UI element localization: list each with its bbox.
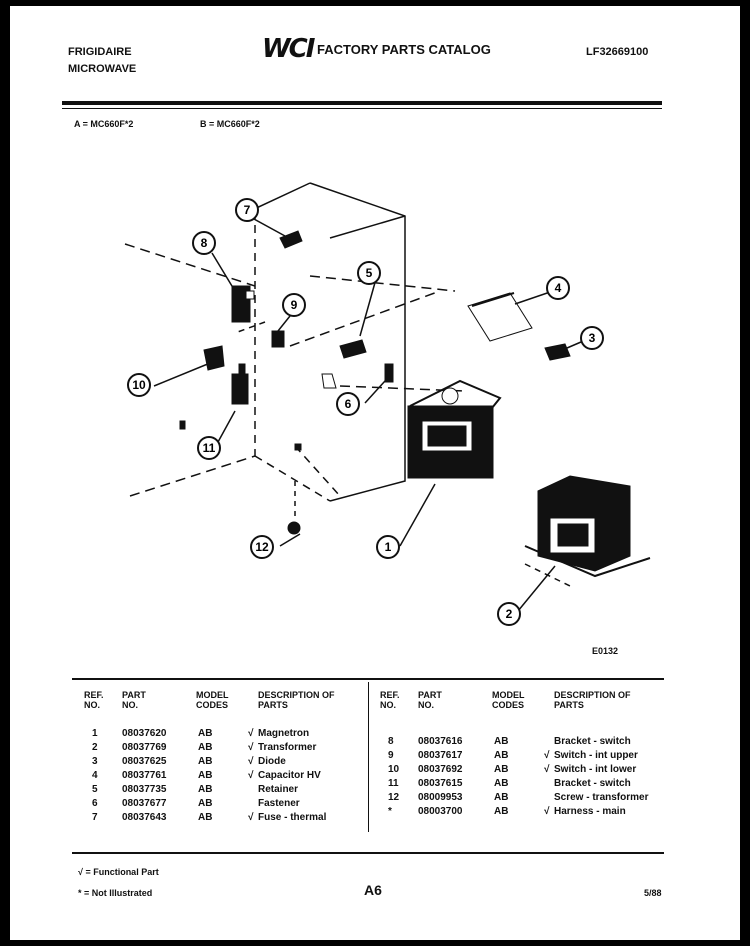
- part-callouts: [128, 199, 603, 625]
- ref-no: 4: [92, 770, 98, 781]
- part-no: 08037735: [122, 784, 167, 795]
- part-description: Fuse - thermal: [258, 812, 327, 823]
- model-codes: AB: [198, 742, 213, 753]
- part-description: Fastener: [258, 798, 300, 809]
- table-row: [10, 778, 730, 791]
- table-row: [10, 736, 730, 749]
- ref-no: 11: [388, 778, 399, 789]
- svg-text:1: 1: [384, 540, 392, 554]
- part-no: 08037769: [122, 742, 167, 753]
- catalog-page: [10, 6, 740, 940]
- part-no: 08037677: [122, 798, 167, 809]
- svg-text:12: 12: [255, 540, 269, 554]
- callout-2: [498, 603, 520, 625]
- part-no: 08037761: [122, 770, 167, 781]
- ref-no: 2: [92, 742, 98, 753]
- model-codes: AB: [198, 798, 213, 809]
- model-codes: AB: [494, 792, 509, 803]
- callout-5: [358, 262, 380, 284]
- svg-text:11: 11: [202, 441, 216, 455]
- functional-mark: √: [248, 770, 254, 781]
- callout-3: [581, 327, 603, 349]
- callout-1: [377, 536, 399, 558]
- functional-mark: √: [544, 806, 550, 817]
- part-description: Harness - main: [554, 806, 626, 817]
- svg-text:10: 10: [132, 378, 146, 392]
- brand-name: FRIGIDAIRE: [68, 46, 132, 58]
- functional-mark: √: [248, 728, 254, 739]
- functional-mark: √: [248, 756, 254, 767]
- ref-no: 1: [92, 728, 98, 739]
- exploded-parts-diagram: [10, 126, 740, 686]
- functional-mark: √: [544, 750, 550, 761]
- svg-text:5: 5: [365, 266, 373, 280]
- model-codes: AB: [198, 756, 213, 767]
- svg-text:8: 8: [200, 236, 208, 250]
- col-desc-left: DESCRIPTION OF PARTS: [258, 690, 335, 710]
- ref-no: 5: [92, 784, 98, 795]
- part-no: 08037625: [122, 756, 167, 767]
- callout-6: [337, 393, 359, 415]
- svg-text:9: 9: [290, 298, 298, 312]
- table-bottom-rule: [72, 852, 664, 854]
- part-description: Switch - int upper: [554, 750, 638, 761]
- legend-not-illustrated: * = Not Illustrated: [78, 888, 153, 898]
- svg-text:4: 4: [554, 281, 562, 295]
- col-codes-right: MODEL CODES: [492, 690, 525, 710]
- ref-no: 8: [388, 736, 394, 747]
- model-codes: AB: [494, 736, 509, 747]
- table-top-rule: [72, 678, 664, 680]
- part-no: 08037620: [122, 728, 167, 739]
- model-codes: AB: [198, 728, 213, 739]
- svg-text:3: 3: [588, 331, 596, 345]
- col-part-right: PART NO.: [418, 690, 442, 710]
- part-no: 08037617: [418, 750, 463, 761]
- svg-text:6: 6: [344, 397, 352, 411]
- functional-mark: √: [248, 742, 254, 753]
- part-no: 08009953: [418, 792, 463, 803]
- col-ref-left: REF. NO.: [84, 690, 104, 710]
- part-description: Transformer: [258, 742, 317, 753]
- callout-10: [128, 374, 150, 396]
- svg-text:2: 2: [505, 607, 513, 621]
- part-description: Magnetron: [258, 728, 310, 739]
- part-description: Retainer: [258, 784, 299, 795]
- catalog-number: LF32669100: [586, 46, 649, 58]
- ref-no: 7: [92, 812, 98, 823]
- ref-no: 12: [388, 792, 400, 803]
- model-codes: AB: [494, 806, 509, 817]
- part-no: 08037616: [418, 736, 463, 747]
- catalog-title: FACTORY PARTS CATALOG: [317, 42, 491, 57]
- diagram-code: E0132: [592, 646, 619, 656]
- part-description: Bracket - switch: [554, 778, 631, 789]
- col-part-left: PART NO.: [122, 690, 146, 710]
- part-description: Switch - int lower: [554, 764, 637, 775]
- part-no: 08003700: [418, 806, 463, 817]
- col-codes-left: MODEL CODES: [196, 690, 229, 710]
- table-row: [10, 806, 730, 819]
- functional-mark: √: [544, 764, 550, 775]
- model-codes: AB: [198, 770, 213, 781]
- model-codes: AB: [494, 764, 509, 775]
- part-description: Diode: [258, 756, 286, 767]
- callout-9: [283, 294, 305, 316]
- table-row: [10, 792, 730, 805]
- ref-no: 3: [92, 756, 98, 767]
- model-codes: AB: [198, 784, 213, 795]
- legend-functional-part: √ = Functional Part: [78, 867, 159, 877]
- table-row: [10, 764, 730, 777]
- model-codes: AB: [494, 750, 509, 761]
- model-codes: AB: [494, 778, 509, 789]
- revision-date: 5/88: [644, 888, 662, 898]
- wci-logo: WCI: [262, 34, 314, 64]
- part-description: Bracket - switch: [554, 736, 631, 747]
- functional-mark: √: [248, 812, 254, 823]
- part-no: 08037643: [122, 812, 167, 823]
- col-ref-right: REF. NO.: [380, 690, 400, 710]
- part-description: Capacitor HV: [258, 770, 321, 781]
- ref-no: 10: [388, 764, 400, 775]
- model-b-label: B = MC660F*2: [200, 119, 260, 129]
- callout-4: [547, 277, 569, 299]
- ref-no: *: [388, 806, 392, 817]
- page-number: A6: [364, 882, 382, 898]
- model-codes: AB: [198, 812, 213, 823]
- callout-12: [251, 536, 273, 558]
- callout-8: [193, 232, 215, 254]
- header-rule-thick: [62, 101, 662, 105]
- part-no: 08037692: [418, 764, 463, 775]
- part-description: Screw - transformer: [554, 792, 649, 803]
- ref-no: 6: [92, 798, 98, 809]
- ref-no: 9: [388, 750, 394, 761]
- header-rule-thin: [62, 108, 662, 109]
- model-a-label: A = MC660F*2: [74, 119, 134, 129]
- svg-text:7: 7: [243, 203, 251, 217]
- part-no: 08037615: [418, 778, 463, 789]
- table-row: [10, 750, 730, 763]
- product-type: MICROWAVE: [68, 63, 137, 75]
- callout-7: [236, 199, 258, 221]
- callout-11: [198, 437, 220, 459]
- col-desc-right: DESCRIPTION OF PARTS: [554, 690, 631, 710]
